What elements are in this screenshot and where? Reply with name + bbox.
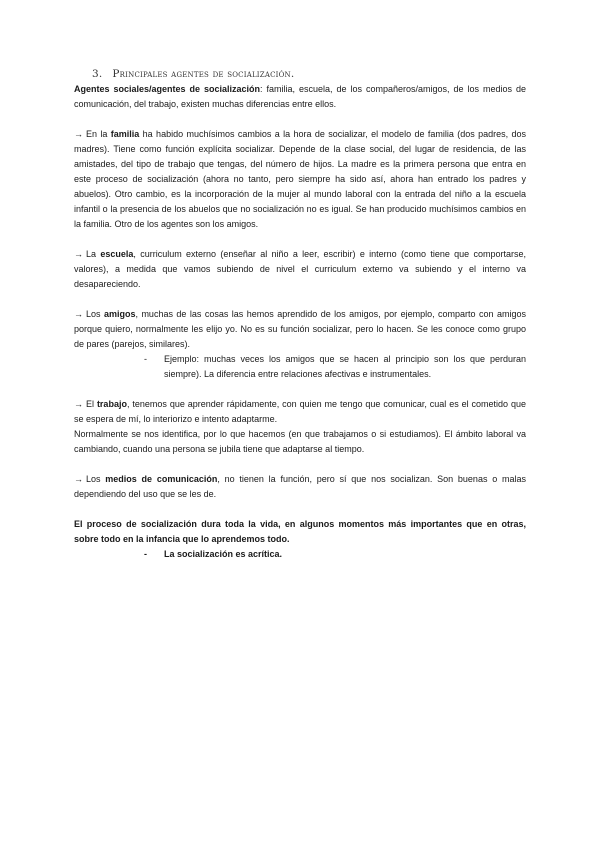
- trabajo-bold: trabajo: [96, 399, 127, 409]
- arrow-icon: →: [74, 249, 83, 259]
- medios-text: , no tienen la función, pero sí que nos socializan. Son buenas o malas dependiendo del uso que se les de.: [74, 474, 526, 499]
- escuela-paragraph: [74, 247, 526, 292]
- intro-text: : familia, escuela, de los compañeros/amigos, de los medios de comunicación, del trabajo, existen muchas diferencias entre ellos.: [74, 84, 526, 109]
- medios-bold: medios de comunicación: [105, 474, 218, 484]
- bullet-dash: -: [144, 354, 147, 364]
- arrow-icon: →: [74, 399, 83, 409]
- amigos-bold: amigos: [103, 309, 136, 319]
- conclusion-bullet-text: La socialización es acrítica.: [164, 549, 283, 559]
- arrow-icon: →: [74, 129, 83, 139]
- trabajo-paragraph-2: Normalmente se nos identifica, por lo que hacemos (en que trabajamos o si estudiamos). El ámbito laboral va cambiando, cuando una persona se jubila tiene que adaptarse al tiempo.: [74, 429, 526, 454]
- amigos-pre: Los: [86, 309, 104, 319]
- conclusion-bullet: [144, 547, 526, 562]
- escuela-text: , curriculum externo (enseñar al niño a leer, escribir) e interno (como tiene que comportarse, valores), a medida que vamos subiendo de nivel el curriculum externo va subiendo y el interno va desapareciendo.: [74, 249, 527, 289]
- conclusion-text: El proceso de socialización dura toda la vida, en algunos momentos más importantes que en otras, sobre todo en la infancia que lo aprendemos todo.: [74, 519, 526, 544]
- arrow-icon: →: [74, 474, 83, 484]
- amigos-bullet-text: Ejemplo: muchas veces los amigos que se hacen al principio son los que perduran siempre). La diferencia entre relaciones afectivas e instrumentales.: [164, 354, 526, 379]
- amigos-text: , muchas de las cosas las hemos aprendido de los amigos, por ejemplo, comparto con amigos porque quiero, normalmente les elijo yo. No es su función socializar, pero lo hacen. Se les conoce como grupo de pares (parejos, similares).: [74, 309, 526, 349]
- trabajo-pre: El: [86, 399, 97, 409]
- section-heading: [92, 68, 526, 80]
- intro-paragraph: [74, 82, 526, 112]
- intro-bold: Agentes sociales/agentes de socialización: [74, 84, 261, 94]
- amigos-paragraph: [74, 307, 526, 352]
- amigos-bullet: [144, 352, 526, 382]
- section-number: 3.: [92, 68, 103, 80]
- familia-text: ha habido muchísimos cambios a la hora de socializar, el modelo de familia (dos padres, dos madres). Tiene como función explícita socializar. Depende de la clase social, del lugar de residencia, de las amistades, del tipo de trabajo que tengas, del número de hijos. La madre es la primera persona que entra en este proceso de socialización (ahora no tanto, pero siempre ha sido así, ahora han entrado los padres y abuelos). Otro cambio, es la incorporación de la mujer al mundo laboral con la entrada del niño a la escuela infantil o la presencia de los abuelos que no socialización no es igual. Se han producido muchísimos cambios en la familia. Otro de los agentes son los amigos.: [74, 129, 527, 229]
- medios-pre: Los: [86, 474, 106, 484]
- trabajo-paragraph: [74, 397, 526, 427]
- escuela-bold: escuela: [100, 249, 134, 259]
- familia-pre: En la: [86, 129, 111, 139]
- medios-paragraph: [74, 472, 526, 502]
- conclusion-paragraph: [74, 517, 526, 547]
- familia-bold: familia: [110, 129, 140, 139]
- escuela-pre: La: [86, 249, 101, 259]
- bullet-dash: -: [144, 549, 147, 559]
- section-title: Principales agentes de socialización.: [112, 68, 295, 80]
- arrow-icon: →: [74, 309, 83, 319]
- trabajo-text: , tenemos que aprender rápidamente, con quien me tengo que comunicar, cual es el cometido que se espera de mí, lo interiorizo e intento adaptarme.: [74, 399, 526, 424]
- familia-paragraph: [74, 127, 526, 232]
